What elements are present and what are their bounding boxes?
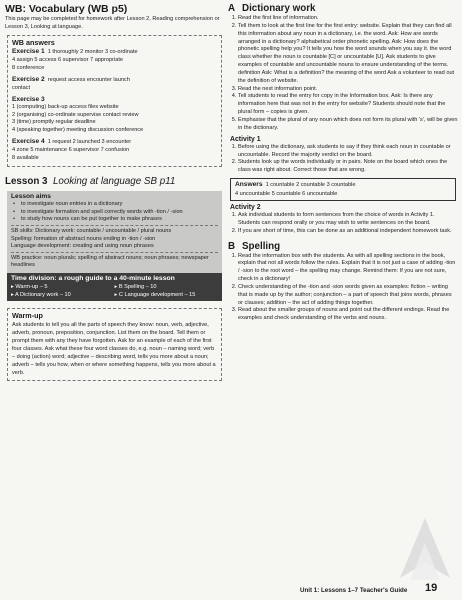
answer-line: 4 assign 5 access 6 supervisor 7 appropriate	[12, 57, 124, 64]
answer-line: 8 conference	[12, 65, 45, 71]
time-item: ▸ Warm-up – 5	[11, 283, 48, 290]
left-column	[3, 2, 226, 381]
exercise-label: Exercise 1	[12, 48, 45, 56]
answer-line: 1 thoroughly 2 monitor 3 co-ordinate	[47, 49, 138, 56]
answer-line: 8 available	[12, 155, 39, 162]
warm-up-text: Ask students to tell you all the parts of speech they know: noun, verb, adjective, adverb, pronoun, preposition, conjunction. List them on the board. Tell them or prompt them with any they have forgotten. Ask for an example of each of the first four classes. Ask what these four word classes do, e.g. noun – naming word; verb – doing (action) word; adjective – describing word, tells you more about a noun; adverb – tells you how, when or where something happens, tells you more about a verb.	[12, 321, 216, 376]
warm-up-heading: Warm-up	[12, 310, 43, 320]
sb-skills-line: Language development: creating and using noun phrases	[11, 242, 154, 249]
section-letter: A	[228, 3, 236, 14]
step-item: 1. Before using the dictionary, ask students to say if they think each noun in countable or uncountable. Record the majority verdict on the board.	[238, 144, 458, 160]
answer-line: contact	[12, 84, 31, 91]
page-title: WB: Vocabulary (WB p5)	[5, 3, 128, 15]
aim-item: • to investigate noun entries in a dictionary	[21, 201, 218, 208]
section-title: Dictionary work	[242, 3, 316, 14]
time-division-heading: Time division: a rough guide to a 40-minute lesson	[11, 274, 175, 282]
aim-item: • to study how nouns can be put together to make phrases	[21, 216, 218, 223]
time-item: ▸ A Dictionary work – 10	[11, 291, 71, 298]
step-item: 2. Check understanding of the -tion and -sion words given as examples: fiction – writing that is made up by the author; conjunction – a part of speech that joins words, phrases or clauses; addition – the act of adding things together.	[238, 284, 458, 308]
lesson-aims-box	[7, 191, 222, 273]
step-item: 2. Students look up the words individually or in pairs. Note on the board which ones the class was right about. Correct those that are wrong.	[238, 159, 458, 175]
exercise-label: Exercise 2	[12, 75, 45, 83]
section-title: Spelling	[242, 240, 281, 252]
page-number: 19	[425, 582, 438, 594]
answer-line: 4 (speaking together) meeting discussion conference	[12, 127, 144, 134]
time-item: ▸ C Language development – 15	[114, 291, 196, 298]
answer-line: 2 (organising) co-ordinate supervise contact review	[12, 111, 139, 118]
spelling-steps	[228, 253, 458, 324]
answer-line: 4 uncountable 5 countable 6 uncountable	[235, 190, 338, 197]
section-b-heading	[228, 241, 458, 252]
wb-practice-line: WB practice: noun plurals; spelling of abstract nouns; noun phrases; newspaper headlines	[11, 255, 209, 269]
answer-line: 4 zone 5 maintenance 6 supervisor 7 confusion	[12, 147, 130, 154]
exercise-label: Exercise 4	[12, 138, 45, 146]
dictionary-steps	[228, 15, 458, 133]
lesson-heading	[5, 176, 226, 187]
activity-2-heading: Activity 2	[230, 204, 261, 212]
watermark-logo-icon	[390, 508, 460, 588]
step-item: 3. Read the next information point.	[238, 86, 458, 94]
lesson-subtitle: Looking at language SB p11	[52, 175, 176, 187]
activity-1-steps	[228, 144, 458, 175]
answer-line: 3 (time) promptly regular deadline	[12, 119, 96, 126]
aim-item: • to investigate formation and spell correctly words with -tion / -sion	[21, 209, 218, 216]
answer-line: 1 request 2 launched 3 encounter	[47, 139, 132, 146]
lesson-aims-heading: Lesson aims	[11, 192, 51, 200]
page-footer: Unit 1: Lessons 1–7 Teacher's Guide	[300, 587, 408, 594]
step-item: 5. Emphasise that the plural of any noun which does not form its plural with 's', will be given in the dictionary.	[238, 117, 458, 133]
answers-heading: Answers	[235, 181, 263, 189]
sb-skills-line: Spelling: formation of abstract nouns ending in -tion / -sion	[11, 235, 156, 242]
step-item: 2. If you are short of time, this can be done as an additional independent homework task.	[238, 228, 458, 236]
section-letter: B	[228, 240, 236, 252]
step-item: 1. Read the first line of information.	[238, 15, 458, 23]
warm-up-box	[7, 308, 222, 381]
activity-2-steps	[228, 212, 458, 236]
intro-text: This page may be completed for homework after Lesson 2, Reading comprehension or Lesson 3, Looking at language.	[5, 16, 220, 31]
sb-skills-line: SB skills: Dictionary work: countable / uncountable / plural nouns	[11, 228, 172, 235]
section-a-heading	[228, 3, 458, 14]
answer-line: 1 (computing) back-up access files website	[12, 103, 119, 110]
answers-box	[230, 178, 456, 201]
step-item: 1. Read the information box with the students. As with all spelling sections in the book, explain that not all words follow the rules. Explain that it is not just a case of adding -tion / -sion to the root word – the spelling may change. Remind them: If you are not sure, check in a dictionary!	[238, 253, 458, 284]
time-division-box	[7, 273, 222, 301]
step-item: 2. Tell them to look at the first line for the first entry: website. Explain that they can find all this information about any noun in a dictionary, i.e. the word. Ask: How are words arranged in a dictionary? alphabetical order phonetic spelling. Ask: How does the phonetic spelling help you? It tells you how the word sounds when you say it. the word class whether the noun is countable [C] or uncountable [U]. Ask students to give examples of countable and uncountable nouns to ensure understanding of the terms. definition Ask: What is a definition? the meaning of the word Ask a volunteer to read out the definition of website.	[238, 23, 458, 86]
answer-line: request access encounter launch	[47, 76, 130, 83]
wb-answers-box	[7, 35, 222, 167]
exercise-label: Exercise 3	[12, 95, 45, 103]
answer-line: 1 countable 2 countable 3 countable	[265, 182, 356, 189]
step-item: 1. Ask individual students to form sentences from the choice of words in Activity 1. Students can respond orally or you may wish to write sentences on the board.	[238, 212, 458, 228]
time-item: ▸ B Spelling – 10	[114, 283, 157, 290]
activity-1-heading: Activity 1	[230, 135, 261, 143]
right-column	[228, 2, 458, 323]
lesson-number: Lesson 3	[5, 175, 48, 187]
wb-answers-heading: WB answers	[12, 38, 55, 48]
step-item: 4. Tell students to read the entry for copy in the Information box. Ask: Is there any information here that was not in the entry for website? Students should note that the plural form – copies is given.	[238, 93, 458, 117]
step-item: 3. Read about the smaller groups of nouns and point out the different endings. Read the examples and check understanding of the verbs and nouns.	[238, 307, 458, 323]
